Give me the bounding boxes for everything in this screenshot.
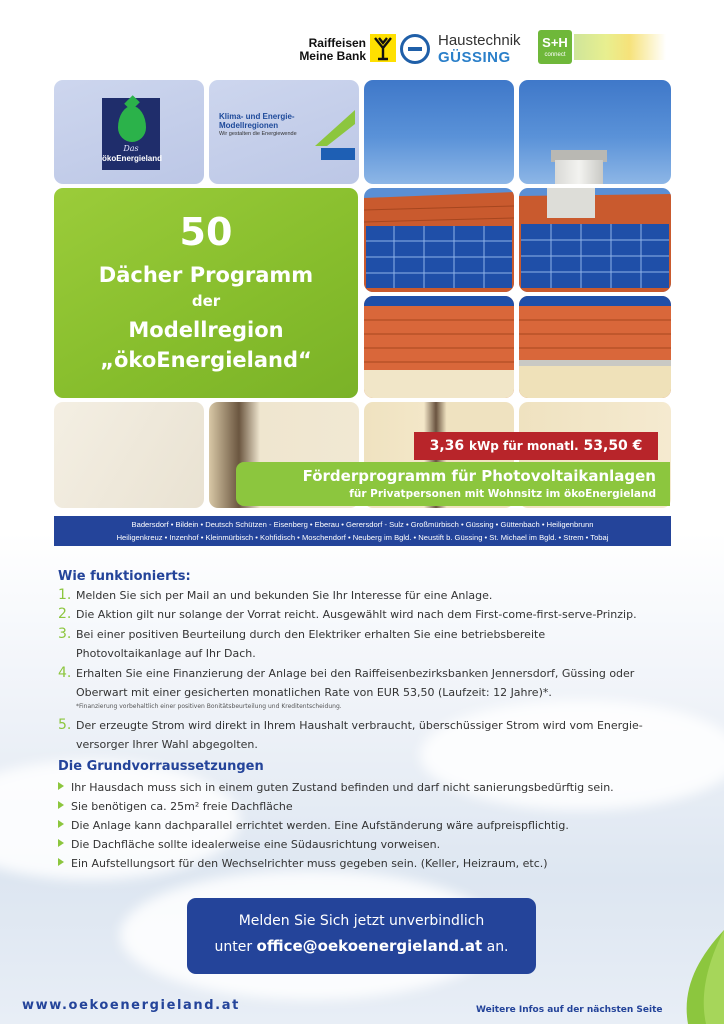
- program-title-line1: Dächer Programm: [98, 263, 314, 287]
- gussing-line1: Haustechnik: [438, 32, 521, 49]
- requirement-text: Ein Aufstellungsort für den Wechselrichter muss gegeben sein. (Keller, Heizraum, etc.): [71, 857, 548, 870]
- program-title-line3: Modellregion: [128, 318, 284, 342]
- program-banner-subtitle: für Privatpersonen mit Wohnsitz im ökoEnergieland: [349, 488, 656, 500]
- program-number: 50: [179, 210, 233, 254]
- step-number: 4.: [58, 665, 72, 681]
- sh-sub: connect: [544, 52, 566, 58]
- tiled-roof-photo: [364, 296, 514, 398]
- solar-roof-photo-tile: [364, 188, 514, 292]
- kem-line1: Klima- und Energie-: [219, 112, 295, 121]
- step-text: Erhalten Sie eine Finanzierung der Anlage bei den Raiffeisenbezirksbanken Jennersdorf, Güssing oder: [76, 667, 635, 680]
- how-step: [58, 625, 678, 663]
- contact-cta-box: [187, 898, 536, 974]
- step-number: 5.: [58, 717, 72, 733]
- okoe-script: Das: [123, 144, 139, 153]
- gussing-line2: GÜSSING: [438, 49, 511, 66]
- cta-line1: Melden Sie Sich jetzt unverbindlich: [238, 913, 485, 929]
- cta-prefix: unter: [214, 939, 253, 955]
- program-title-tile: [54, 188, 358, 398]
- water-drop-icon: [118, 106, 146, 142]
- tiled-roof-photo-tile: [364, 296, 514, 398]
- cta-email-link[interactable]: office@oekoenergieland.at: [256, 937, 483, 955]
- cta-suffix: an.: [486, 939, 509, 955]
- requirement-text: Sie benötigen ca. 25m² freie Dachfläche: [71, 800, 293, 813]
- kem-line3: Wir gestalten die Energiewende: [219, 131, 297, 137]
- step-number: 1.: [58, 587, 72, 603]
- step-text: Bei einer positiven Beurteilung durch den Elektriker erhalten Sie eine betriebsbereite: [76, 628, 546, 641]
- gussing-circle-icon: [400, 34, 430, 64]
- okoenergieland-logo-tile: [54, 80, 204, 184]
- program-banner: [236, 462, 670, 506]
- sh-connect-logo: [536, 30, 666, 66]
- step-text-cont: versorger Ihrer Wahl abgegolten.: [76, 738, 258, 751]
- requirement-text: Die Anlage kann dachparallel errichtet werden. Eine Aufständerung wäre aufpreispflichtig.: [71, 819, 569, 832]
- price-rate: 53,50 €: [583, 438, 643, 454]
- okoenergieland-logo: [102, 98, 163, 170]
- price-banner: [414, 432, 658, 460]
- cta-line2: [187, 937, 536, 955]
- solar-roof-photo: [364, 188, 514, 292]
- how-step: [58, 605, 678, 624]
- sh-stripes-graphic: [574, 34, 666, 60]
- requirement-item: [58, 856, 678, 872]
- sh-box: [538, 30, 572, 64]
- step-text: Die Aktion gilt nur solange der Vorrat reicht. Ausgewählt wird nach dem First-come-first-serve-Prinzip.: [76, 608, 637, 621]
- requirement-item: [58, 818, 678, 834]
- step-text: Der erzeugte Strom wird direkt in Ihrem Haushalt verbraucht, überschüssiger Strom wird vom Energie-: [76, 719, 643, 732]
- solar-roof-photo: [519, 188, 671, 292]
- how-step: [58, 586, 678, 605]
- towns-line2: Heiligenkreuz • Inzenhof • Kleinmürbisch • Kohfidisch • Moschendorf • Neuberg im Bgld. • Neustift b. Güssing • St. Michael im Bgld. • Strem • Tobaj: [116, 533, 609, 542]
- triangle-bullet-icon: [58, 820, 64, 828]
- requirement-text: Die Dachfläche sollte idealerweise eine Südausrichtung vorweisen.: [71, 838, 441, 851]
- chimney-photo-tile: [519, 80, 671, 184]
- financing-footnote: *Finanzierung vorbehaltlich einer positiven Bonitätsbeurteilung und Kreditentscheidung.: [76, 703, 342, 710]
- kem-flag-icon: [315, 110, 355, 160]
- step-text-cont: Photovoltaikanlage auf Ihr Dach.: [76, 647, 256, 660]
- triangle-bullet-icon: [58, 782, 64, 790]
- okoe-name: ökoEnergieland: [102, 154, 163, 163]
- step-number: 2.: [58, 606, 72, 622]
- website-link[interactable]: www.oekoenergieland.at: [22, 998, 240, 1013]
- program-title-line4: „ökoEnergieland“: [100, 348, 312, 372]
- program-title-line2: der: [191, 292, 221, 310]
- tiled-roof-photo: [519, 296, 671, 398]
- more-info-note: Weitere Infos auf der nächsten Seite: [476, 1005, 663, 1015]
- towns-line1: Badersdorf • Bildein • Deutsch Schützen - Eisenberg • Eberau • Gerersdorf - Sulz • Großmürbisch • Güssing • Güttenbach • Heiligenbrunn: [131, 520, 594, 529]
- requirements-heading: Die Grundvorraussetzungen: [58, 759, 264, 774]
- raiffeisen-line2: Meine Bank: [299, 49, 366, 63]
- towns-bar: [54, 516, 671, 546]
- price-power: 3,36: [429, 438, 465, 454]
- how-step: [58, 716, 678, 754]
- raiffeisen-logo: [286, 32, 396, 68]
- price-unit-text: kWp für monatl.: [469, 439, 579, 453]
- step-number: 3.: [58, 626, 72, 642]
- step-text: Melden Sie sich per Mail an und bekunden Sie Ihr Interesse für eine Anlage.: [76, 589, 493, 602]
- requirement-text: Ihr Hausdach muss sich in einem guten Zustand befinden und darf nicht sanierungsbedürftig sein.: [71, 781, 614, 794]
- raiffeisen-gable-icon: [370, 34, 396, 62]
- raiffeisen-line1: Raiffeisen: [308, 36, 366, 50]
- program-banner-title: Förderprogramm für Photovoltaikanlagen: [302, 467, 656, 485]
- haustechnik-gussing-logo: [400, 32, 528, 68]
- how-step: [58, 664, 678, 702]
- solar-roof-photo-tile: [519, 188, 671, 292]
- klima-energie-logo-tile: [209, 80, 359, 184]
- chimney: [555, 160, 603, 184]
- requirement-item: [58, 799, 678, 815]
- raiffeisen-text: [286, 37, 366, 63]
- requirement-item: [58, 837, 678, 853]
- step-text-cont: Oberwart mit einer gesicherten monatlichen Rate von EUR 53,50 (Laufzeit: 12 Jahre)*.: [76, 686, 552, 699]
- triangle-bullet-icon: [58, 839, 64, 847]
- requirement-item: [58, 780, 678, 796]
- triangle-bullet-icon: [58, 801, 64, 809]
- wall-photo-tile: [54, 402, 204, 508]
- triangle-bullet-icon: [58, 858, 64, 866]
- tiled-roof-photo-tile: [519, 296, 671, 398]
- page-curl-graphic: [676, 930, 724, 1024]
- sky-photo-tile: [364, 80, 514, 184]
- sh-mark: S+H: [542, 35, 568, 50]
- kem-line2: Modellregionen: [219, 121, 279, 130]
- how-heading: Wie funktionierts:: [58, 569, 191, 584]
